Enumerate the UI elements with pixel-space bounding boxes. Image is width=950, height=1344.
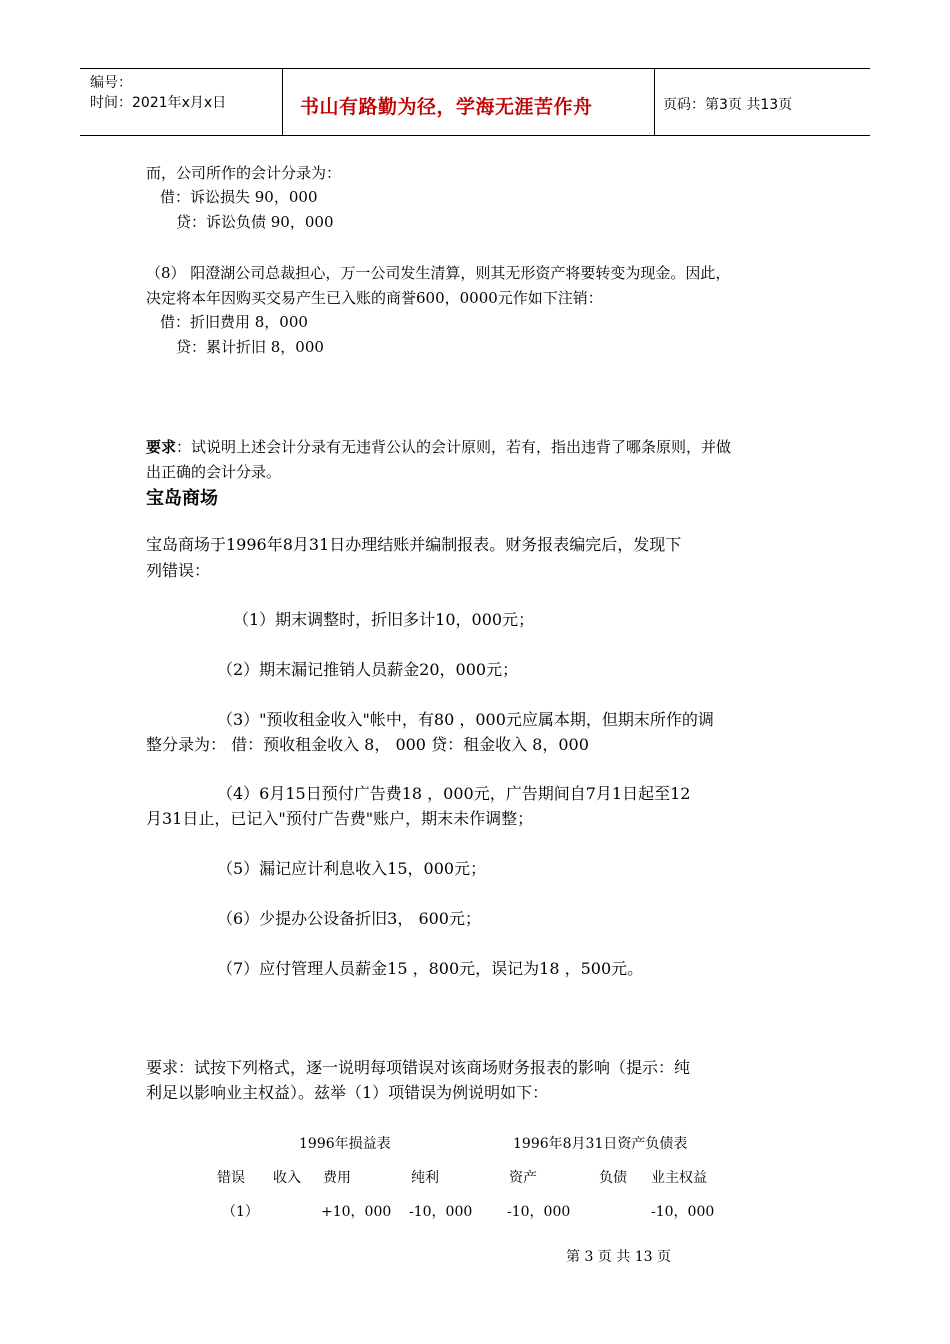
- table-header-liabilities: 负债: [599, 1170, 627, 1186]
- document-number-label: 编号：: [90, 75, 132, 91]
- case-title: 宝岛商场: [146, 488, 218, 509]
- case-requirement-line-1: 要求：试按下列格式，逐一说明每项错误对该商场财务报表的影响（提示：纯: [146, 1058, 691, 1077]
- error-item-6: （6）少提办公设备折旧3， 600元；: [217, 909, 481, 928]
- error-item-2: （2）期末漏记推销人员薪金20，000元；: [217, 660, 519, 679]
- table-header-revenue: 收入: [273, 1170, 301, 1186]
- header-page-label: 页码：第3页 共13页: [663, 97, 793, 113]
- table-cell-net-income: -10，000: [409, 1204, 473, 1220]
- error-item-4-line-1: （4）6月15日预付广告费18 ，000元，广告期间自7月1日起至12: [217, 784, 691, 803]
- case-intro-line-1: 宝岛商场于1996年8月31日办理结账并编制报表。财务报表编完后，发现下: [146, 535, 682, 554]
- header-motto: 书山有路勤为径，学海无涯苦作舟: [300, 96, 593, 118]
- table-group-income-statement: 1996年损益表: [299, 1136, 391, 1152]
- table-header-assets: 资产: [509, 1170, 537, 1186]
- entry-intro: 而，公司所作的会计分录为：: [146, 164, 342, 182]
- journal-credit-2: 贷：累计折旧 8，000: [176, 338, 324, 356]
- item-8-line-2: 决定将本年因购买交易产生已入账的商誉600，0000元作如下注销：: [146, 289, 603, 307]
- error-item-4-line-2: 月31日止，已记入"预付广告费"账户，期末未作调整；: [146, 809, 534, 828]
- case-intro-line-2: 列错误：: [146, 561, 211, 580]
- table-header-owner-equity: 业主权益: [651, 1170, 707, 1186]
- requirement-line-1: [146, 436, 731, 457]
- journal-debit-1: 借：诉讼损失 90，000: [160, 188, 318, 206]
- table-header-net-income: 纯利: [411, 1170, 439, 1186]
- table-header-expense: 费用: [323, 1170, 351, 1186]
- error-item-3-line-2: 整分录为： 借：预收租金收入 8， 000 贷：租金收入 8，000: [146, 735, 589, 754]
- table-cell-owner-equity: -10，000: [651, 1204, 715, 1220]
- page-footer: 第 3 页 共 13 页: [566, 1249, 671, 1265]
- error-item-1: （1）期末调整时，折旧多计10，000元；: [233, 610, 535, 629]
- table-cell-assets: -10，000: [507, 1204, 571, 1220]
- table-header-error: 错误: [217, 1170, 245, 1186]
- error-item-3-line-1: （3）"预收租金收入"帐中，有80 ，000元应属本期，但期末所作的调: [217, 710, 714, 729]
- table-group-balance-sheet: 1996年8月31日资产负债表: [513, 1136, 688, 1152]
- journal-credit-1: 贷：诉讼负债 90，000: [176, 213, 334, 231]
- journal-debit-2: 借：折旧费用 8，000: [160, 313, 308, 331]
- document-date-label: 时间：2021年x月x日: [90, 95, 227, 111]
- item-8-line-1: （8） 阳澄湖公司总裁担心，万一公司发生清算，则其无形资产将要转变为现金。因此，: [146, 264, 731, 282]
- header-divider-left: [282, 68, 283, 136]
- header-bottom-rule: [80, 135, 870, 136]
- case-requirement-line-2: 利足以影响业主权益）。兹举（1）项错误为例说明如下：: [146, 1083, 549, 1102]
- requirement-text: ：试说明上述会计分录有无违背公认的会计原则，若有，指出违背了哪条原则，并做: [176, 438, 732, 456]
- header-divider-right: [654, 68, 655, 136]
- header-top-rule: [80, 68, 870, 69]
- error-item-5: （5）漏记应计利息收入15，000元；: [217, 859, 487, 878]
- table-cell-error: （1）: [222, 1204, 259, 1220]
- error-item-7: （7）应付管理人员薪金15 ，800元，误记为18 ，500元。: [217, 959, 644, 978]
- table-cell-expense: +10，000: [321, 1204, 392, 1220]
- requirement-line-2: 出正确的会计分录。: [146, 463, 282, 481]
- requirement-label: 要求: [146, 438, 177, 456]
